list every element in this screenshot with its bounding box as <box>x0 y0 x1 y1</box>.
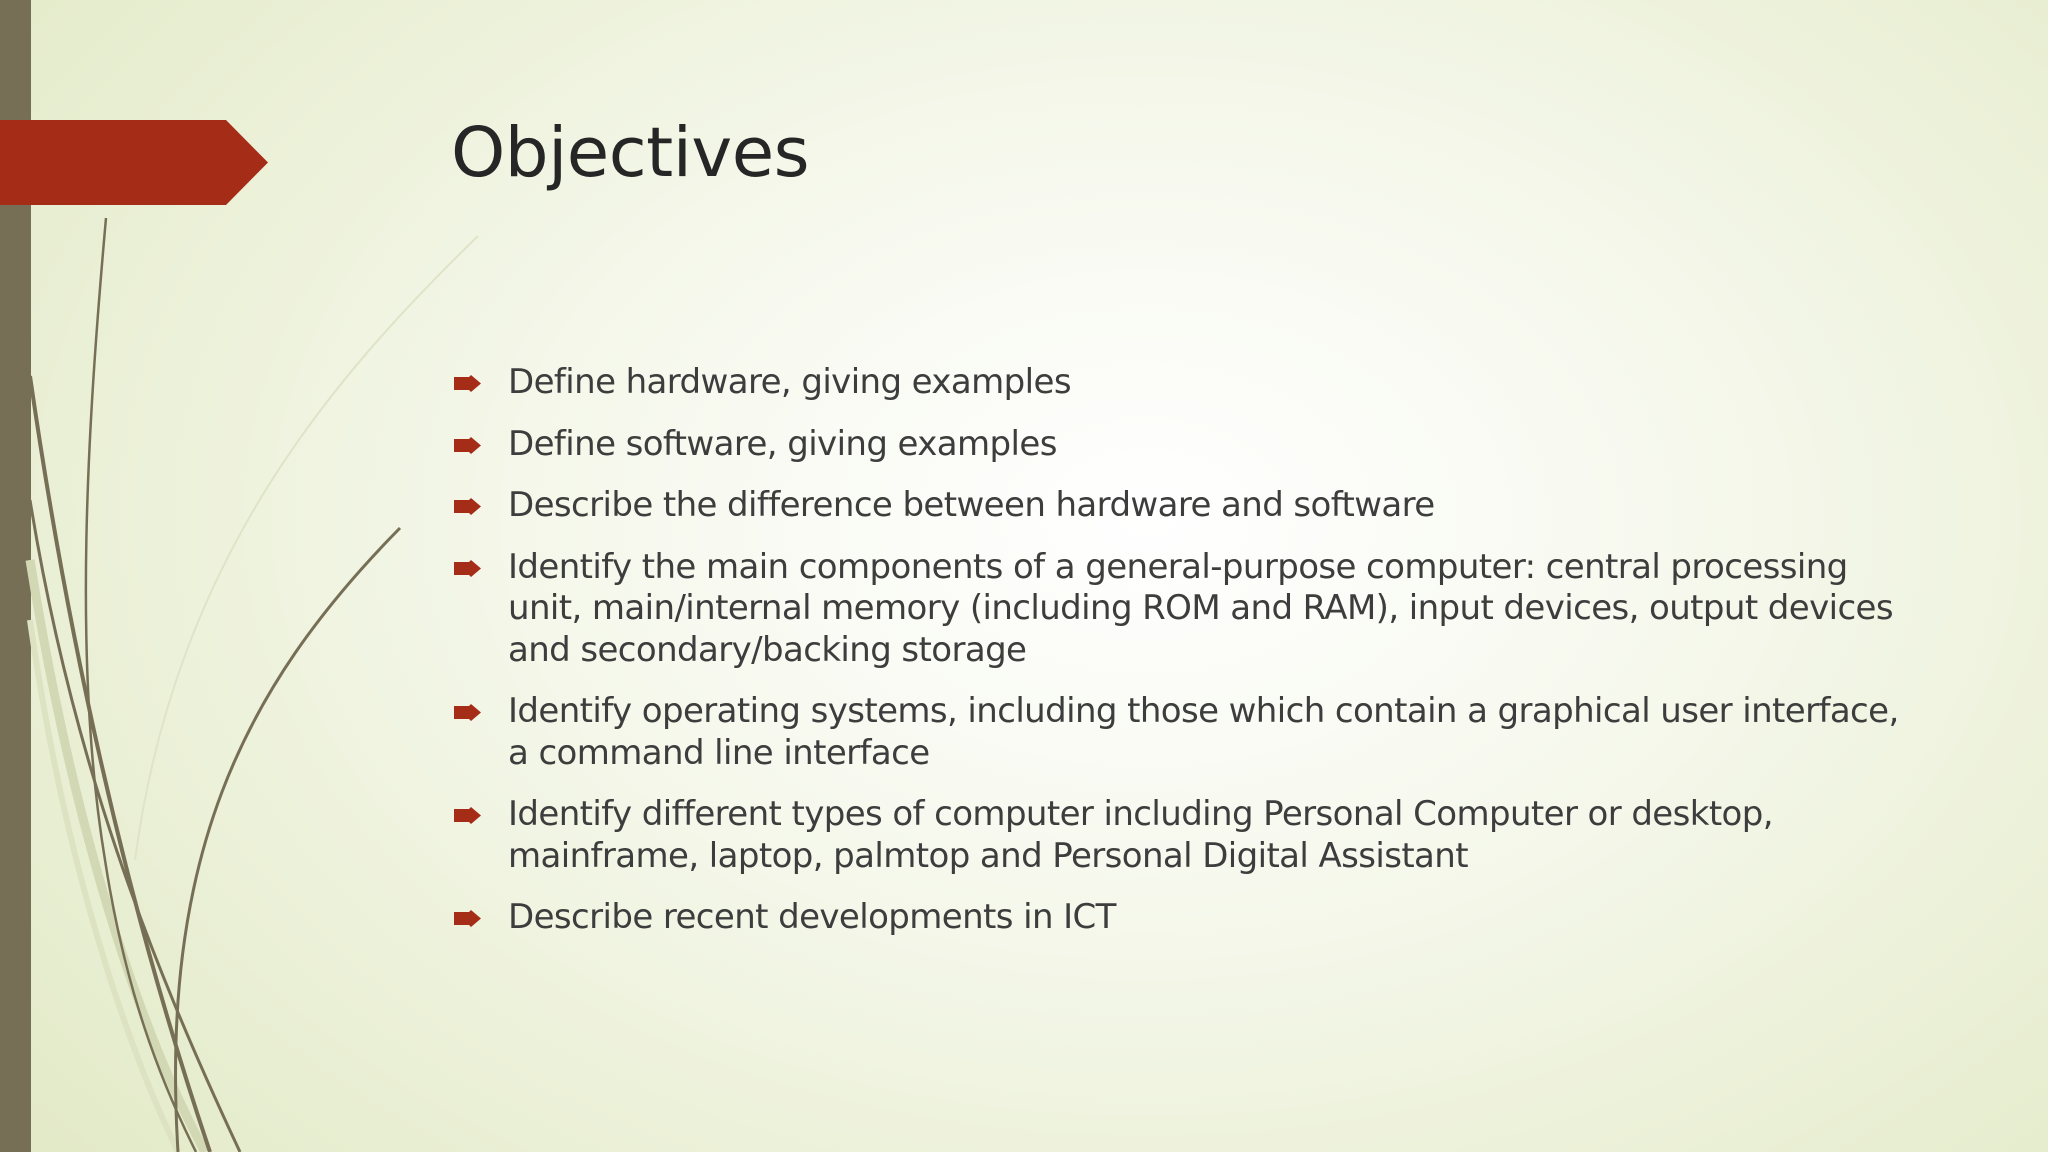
arrow-bullet-icon <box>454 560 481 577</box>
bullet-list <box>451 362 1901 959</box>
bullet-text: Identify the main components of a general-purpose computer: central processing unit, main/internal memory (including ROM and RAM), input devices, output devices and secondary/backing storage <box>508 546 1893 670</box>
bullet-item <box>451 485 1901 527</box>
arrow-bullet-icon <box>454 498 481 515</box>
title-accent-tab <box>0 120 268 205</box>
arrow-bullet-icon <box>454 437 481 454</box>
bullet-item <box>451 691 1901 774</box>
bullet-item <box>451 547 1901 672</box>
arrow-bullet-icon <box>454 807 481 824</box>
bullet-item <box>451 424 1901 466</box>
bullet-text: Define hardware, giving examples <box>508 362 1071 402</box>
arrow-bullet-icon <box>454 375 481 392</box>
bullet-text: Describe recent developments in ICT <box>508 897 1116 937</box>
bullet-text: Define software, giving examples <box>508 423 1057 464</box>
bullet-text: Identify operating systems, including those which contain a graphical user interface, a command line interface <box>508 691 1899 773</box>
bullet-item <box>451 362 1901 404</box>
bullet-item <box>451 897 1901 939</box>
bullet-text: Identify different types of computer including Personal Computer or desktop, mainframe, laptop, palmtop and Personal Digital Assistant <box>508 794 1773 876</box>
arrow-bullet-icon <box>454 704 481 721</box>
bullet-item <box>451 794 1901 877</box>
bullet-text: Describe the difference between hardware and software <box>508 485 1435 525</box>
slide-title: Objectives <box>451 113 810 193</box>
arrow-bullet-icon <box>454 910 481 927</box>
